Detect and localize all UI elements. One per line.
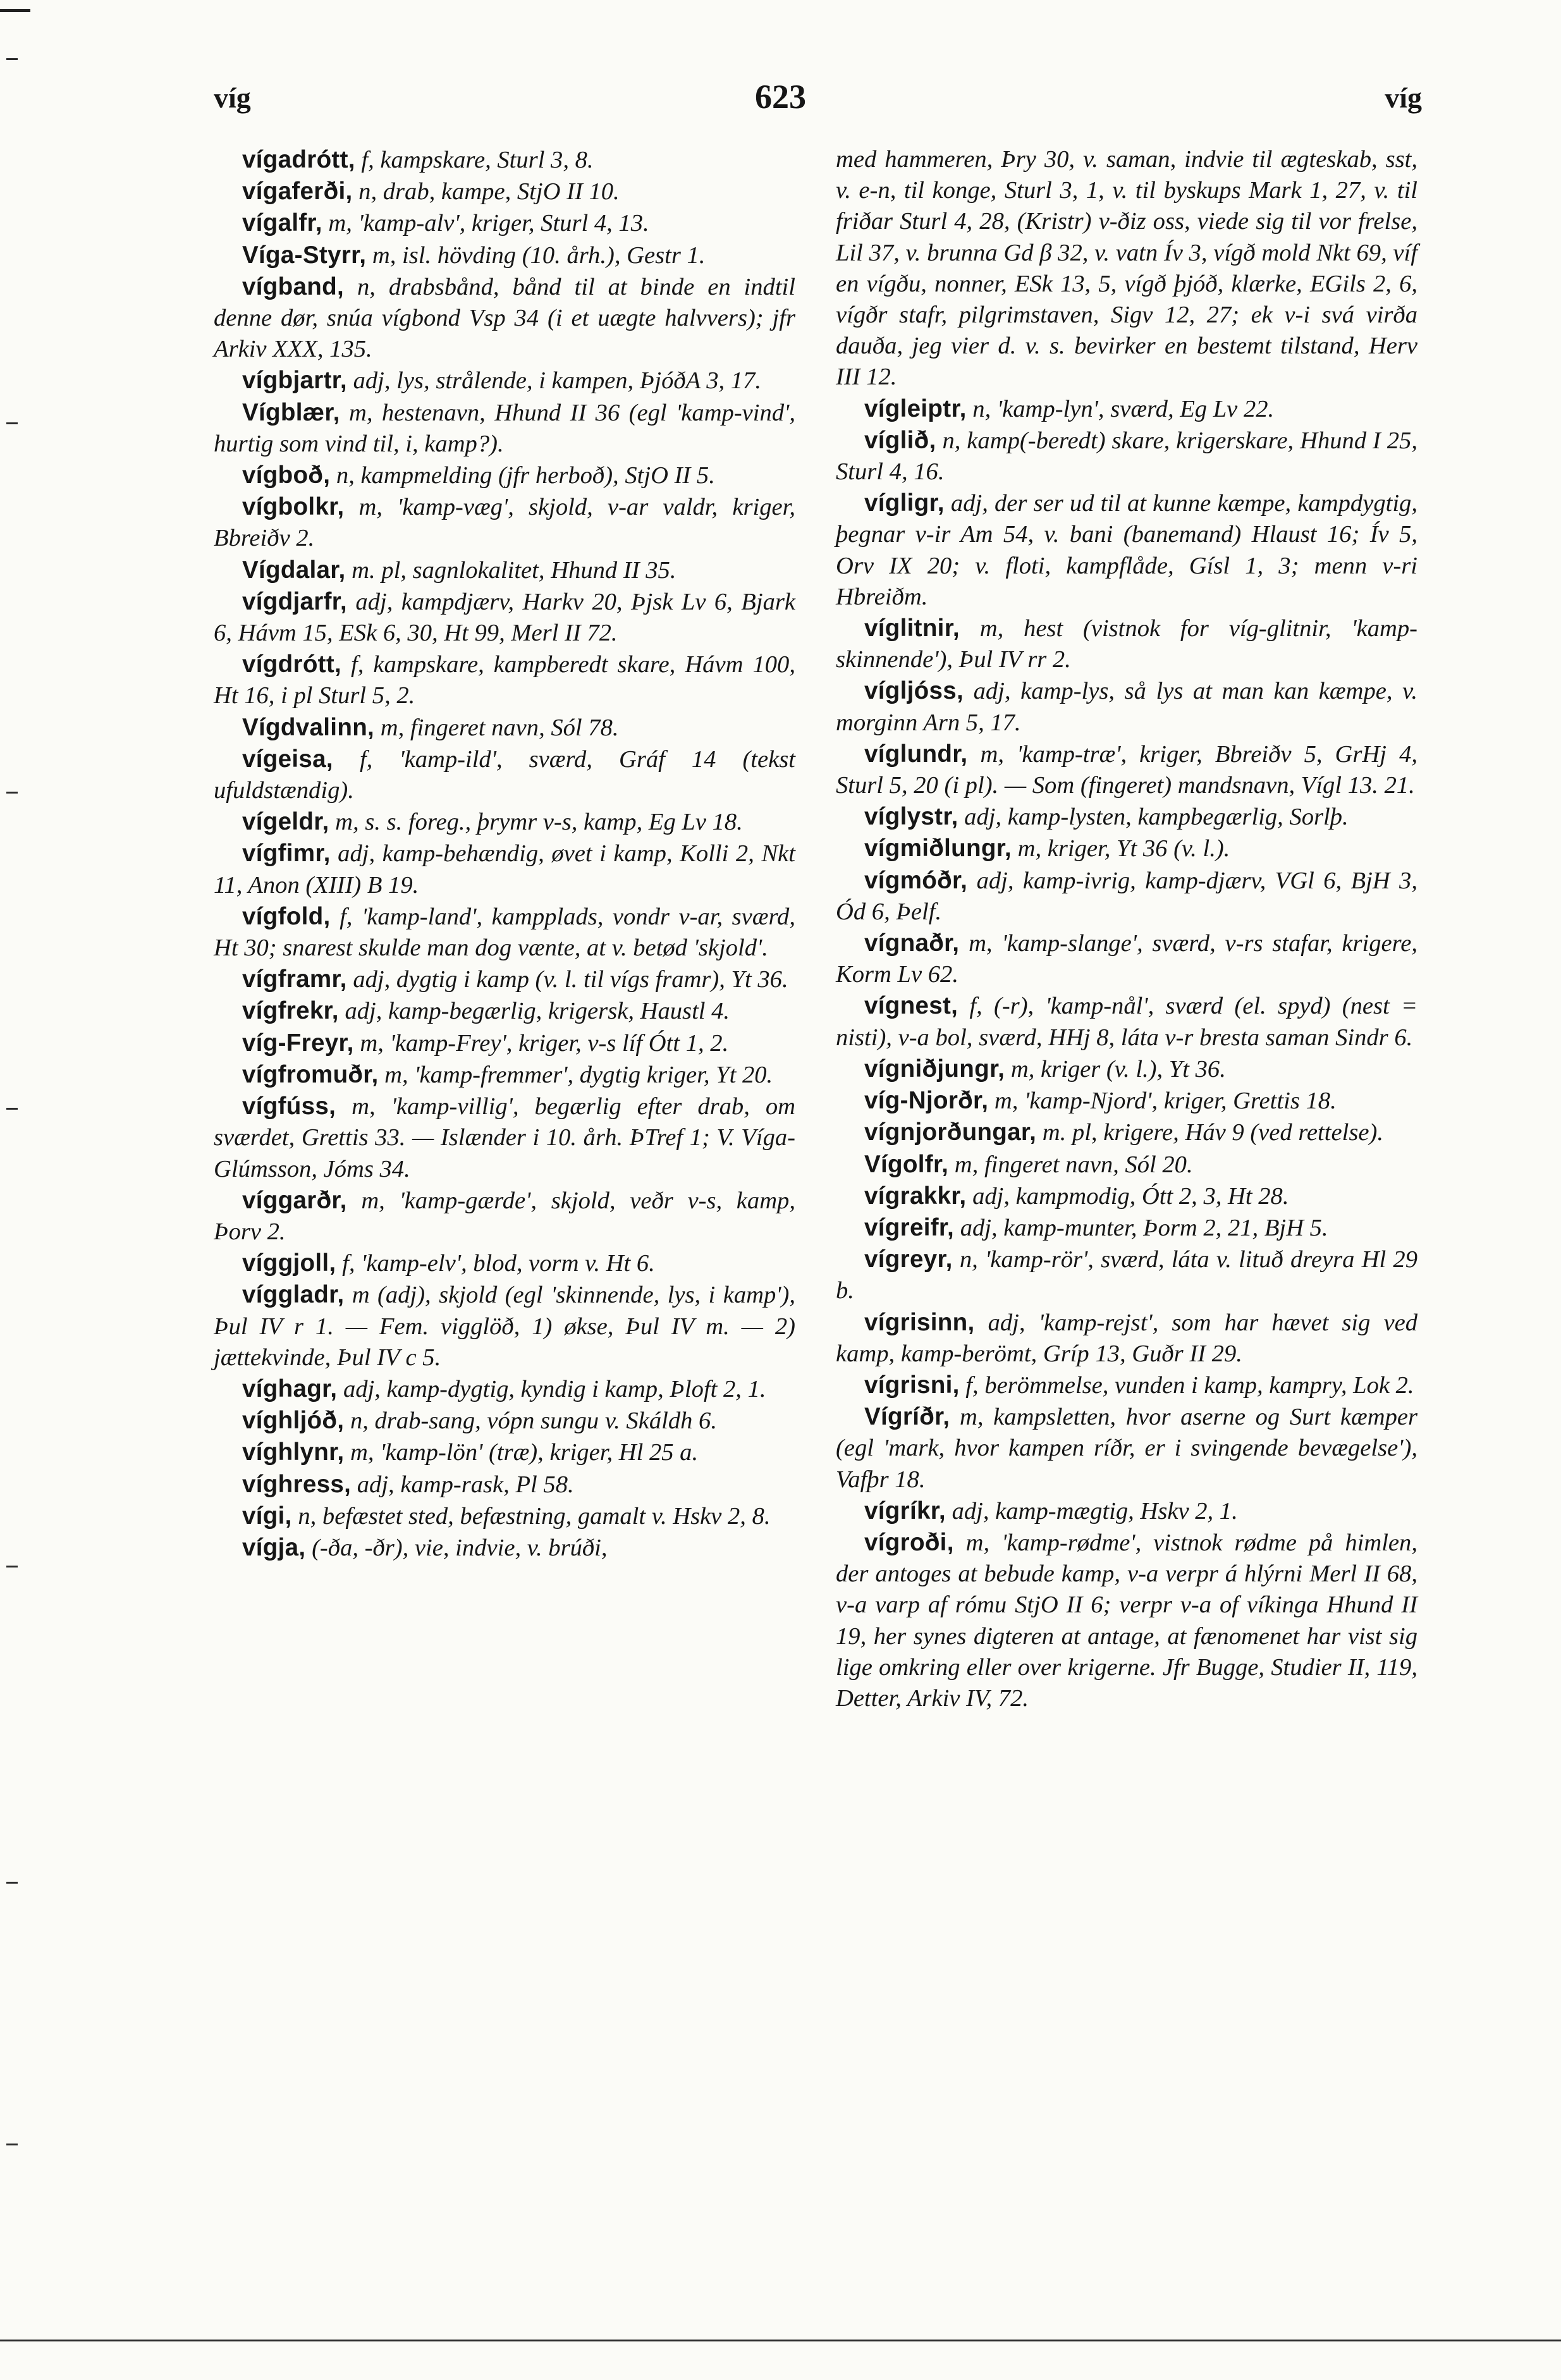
dictionary-entry	[836, 801, 1417, 833]
dictionary-entry	[836, 1212, 1417, 1244]
headword: víghagr,	[242, 1375, 338, 1402]
dictionary-entry	[214, 995, 795, 1027]
definition: n, drab, kampe, StjO II 10.	[352, 178, 620, 205]
headword: vígframr,	[242, 966, 347, 993]
headword: vígbolkr,	[242, 493, 345, 521]
definition: m, 'kamp-alv', kriger, Sturl 4, 13.	[322, 210, 649, 237]
definition: m (adj), skjold (egl 'skinnende, lys, i kamp'), Þul IV r 1. — Fem. vigglöð, 1) økse, Þul IV m. — 2) jættekvinde, Þul IV c 5.	[214, 1282, 795, 1371]
dictionary-entry	[836, 1085, 1417, 1117]
dictionary-entry	[214, 649, 795, 711]
definition: m, hest (vistnok for víg-glitnir, 'kamp-skinnende'), Þul IV rr 2.	[836, 615, 1417, 673]
definition: adj, lys, strålende, i kampen, ÞjóðA 3, 17.	[346, 367, 761, 395]
dictionary-entry	[836, 1181, 1417, 1212]
headword: vígleiptr,	[864, 395, 967, 422]
definition: adj, kamp-dygtig, kyndig i kamp, Þloft 2, 1.	[337, 1375, 766, 1402]
dictionary-entry	[214, 1500, 795, 1532]
edge-mark	[6, 792, 18, 794]
definition: m. pl, sagnlokalitet, Hhund II 35.	[345, 556, 676, 584]
edge-mark	[6, 58, 18, 60]
definition: f, 'kamp-ild', sværd, Gráf 14 (tekst ufuldstændig).	[214, 745, 795, 804]
dictionary-entry	[214, 555, 795, 586]
dictionary-entry	[214, 491, 795, 554]
dictionary-entry	[214, 397, 795, 460]
definition: med hammeren, Þry 30, v. saman, indvie til ægteskab, sst, v. e-n, til konge, Sturl 3, 1, v. til byskups Mark 1, 27, v. til friðar Sturl 4, 28, (Kristr) v-ðiz oss, viede sig til vor frelse, Lil 37, v. brunna Gd β 32, v. vatn Ív 3, vígð mold Nkt 69, víf en vígðu, nonner, ESk 13, 5, vígð þjóð, klærke, EGils 2, 6, vígðr stafr, pilgrimstaven, Sigv 12, 27; ek v-i svá virða dauða, jeg vier d. v. s. bevirker en bestemt tilstand, Herv III 12.	[836, 146, 1417, 391]
headword: víghress,	[242, 1470, 352, 1498]
definition: m, 'kamp-Njord', kriger, Grettis 18.	[988, 1088, 1337, 1115]
definition: m, 'kamp-lön' (træ), kriger, Hl 25 a.	[344, 1439, 699, 1466]
headword: vígfúss,	[242, 1093, 336, 1120]
headword: vígi,	[242, 1502, 292, 1530]
definition: m, kriger (v. l.), Yt 36.	[1005, 1055, 1226, 1083]
definition: n, drabsbånd, bånd til at binde en indtil denne dør, snúa vígbond Vsp 34 (i et uægte halvvers); jfr Arkiv XXX, 135.	[214, 273, 795, 363]
headword: víg-Freyr,	[242, 1029, 354, 1057]
headword: vígeisa,	[242, 745, 333, 773]
headword: Vígdalar,	[242, 556, 346, 584]
dictionary-entry	[836, 1495, 1417, 1527]
dictionary-entry	[214, 1532, 795, 1564]
dictionary-entry	[214, 1248, 795, 1279]
headword: vígband,	[242, 273, 345, 300]
headword: Vígríðr,	[864, 1403, 950, 1431]
edge-mark	[6, 2144, 18, 2145]
dictionary-entry	[836, 990, 1417, 1053]
dictionary-entry	[836, 865, 1417, 928]
definition: n, befæstet sted, befæstning, gamalt v. Hskv 2, 8.	[291, 1502, 771, 1530]
headword: vígniðjungr,	[864, 1055, 1005, 1083]
headword: Víga-Styrr,	[242, 241, 367, 269]
headword: vígnaðr,	[864, 929, 960, 957]
definition: m, isl. hövding (10. årh.), Gestr 1.	[366, 242, 706, 269]
headword: vígreifr,	[864, 1213, 955, 1241]
dictionary-entry	[836, 393, 1417, 425]
dictionary-entry	[214, 144, 795, 176]
headword: vígnjorðungar,	[864, 1119, 1037, 1146]
definition: m, s. s. foreg., þrymr v-s, kamp, Eg Lv 18.	[329, 809, 743, 836]
headword: vígfimr,	[242, 840, 331, 868]
definition: n, drab-sang, vópn sungu v. Skáldh 6.	[344, 1408, 717, 1435]
headword: víggarðr,	[242, 1186, 347, 1214]
definition: adj, kampmodig, Ótt 2, 3, Ht 28.	[966, 1182, 1289, 1210]
headword: vígroði,	[864, 1528, 954, 1556]
definition: n, kampmelding (jfr herboð), StjO II 5.	[330, 462, 715, 489]
headword: vígdrótt,	[242, 651, 341, 678]
definition: adj, kamp-rask, Pl 58.	[351, 1471, 574, 1498]
definition: (-ða, -ðr), vie, indvie, v. brúði,	[305, 1534, 608, 1561]
dictionary-entry	[836, 1244, 1417, 1306]
dictionary-entry	[836, 675, 1417, 738]
definition: adj, 'kamp-rejst', som har hævet sig ved kamp, kamp-berömt, Gríp 13, Guðr II 29.	[836, 1309, 1417, 1367]
definition: m, kriger, Yt 36 (v. l.).	[1011, 835, 1230, 862]
dictionary-entry	[836, 928, 1417, 990]
bottom-rule	[0, 2340, 1561, 2341]
definition: n, kamp(-beredt) skare, krigerskare, Hhund I 25, Sturl 4, 16.	[836, 427, 1417, 486]
headword: vígbjartr,	[242, 367, 347, 395]
headword: víg-Njorðr,	[864, 1087, 989, 1115]
dictionary-entry	[214, 901, 795, 964]
running-head-right: víg	[1385, 82, 1422, 114]
headword: víggjoll,	[242, 1249, 336, 1277]
dictionary-entry	[214, 964, 795, 995]
dictionary-entry	[214, 1027, 795, 1059]
dictionary-entry	[214, 1373, 795, 1405]
dictionary-entry	[836, 488, 1417, 613]
headword: víglitnir,	[864, 615, 960, 642]
definition: adj, kamp-mægtig, Hskv 2, 1.	[945, 1497, 1238, 1524]
definition: f, 'kamp-land', kampplads, vondr v-ar, sværd, Ht 30; snarest skulde man dog vænte, at v. betød 'skjold'.	[214, 903, 795, 962]
dictionary-entry	[214, 586, 795, 649]
headword: vígmóðr,	[864, 866, 968, 894]
page-number: 623	[755, 78, 806, 116]
dictionary-entry	[214, 176, 795, 207]
definition: m, kampsletten, hvor aserne og Surt kæmper (egl 'mark, hvor kampen ríðr, er i svingende bevægelse'), Vafþr 18.	[836, 1404, 1417, 1493]
headword: víghlynr,	[242, 1438, 345, 1466]
headword: vígnest,	[864, 992, 958, 1020]
dictionary-entry	[214, 806, 795, 838]
definition: adj, kamp-ivrig, kamp-djærv, VGl 6, BjH 3, Ód 6, Þelf.	[836, 867, 1417, 925]
dictionary-entry	[836, 833, 1417, 864]
dictionary-entry	[836, 1117, 1417, 1148]
definition: m, fingeret navn, Sól 78.	[374, 714, 619, 741]
headword: vígljóss,	[864, 677, 964, 705]
edge-mark	[6, 422, 18, 424]
definition: m, 'kamp-gærde', skjold, veðr v-s, kamp, Þorv 2.	[214, 1187, 795, 1245]
definition: m, 'kamp-Frey', kriger, v-s líf Ótt 1, 2.	[353, 1029, 729, 1057]
dictionary-entry	[836, 613, 1417, 675]
headword: Vígdvalinn,	[242, 713, 375, 741]
definition: n, 'kamp-lyn', sværd, Eg Lv 22.	[966, 395, 1275, 422]
definition: m, 'kamp-træ', kriger, Bbreiðv 5, GrHj 4, Sturl 5, 20 (i pl). — Som (fingeret) mandsnavn, Vígl 13. 21.	[836, 740, 1417, 799]
dictionary-entry	[836, 1149, 1417, 1181]
headword: vígja,	[242, 1533, 306, 1561]
headword: vígmiðlungr,	[864, 835, 1012, 862]
headword: vígrisni,	[864, 1371, 960, 1399]
headword: vígeldr,	[242, 808, 329, 836]
definition: m, 'kamp-slange', sværd, v-rs stafar, krigere, Korm Lv 62.	[836, 930, 1417, 988]
scan-left-edge	[0, 0, 23, 2380]
headword: vígfromuðr,	[242, 1060, 379, 1088]
dictionary-entry	[214, 1405, 795, 1437]
dictionary-entry	[214, 1091, 795, 1185]
definition: f, kampskare, Sturl 3, 8.	[355, 147, 594, 173]
edge-mark	[6, 1108, 18, 1110]
running-head-left: víg	[214, 82, 251, 114]
headword: vígfrekr,	[242, 997, 339, 1025]
definition: f, 'kamp-elv', blod, vorm v. Ht 6.	[336, 1250, 655, 1277]
definition: f, berömmelse, vunden i kamp, kampry, Lok 2.	[959, 1371, 1414, 1399]
dictionary-entry	[836, 1401, 1417, 1495]
definition: m, fingeret navn, Sól 20.	[948, 1151, 1193, 1178]
left-column	[214, 144, 795, 1564]
right-column	[836, 144, 1417, 1714]
headword: vígligr,	[864, 489, 945, 517]
definition: adj, kamp-munter, Þorm 2, 21, BjH 5.	[954, 1214, 1328, 1241]
dictionary-entry	[214, 207, 795, 239]
headword: vígrakkr,	[864, 1182, 967, 1210]
dictionary-entry	[836, 1307, 1417, 1370]
definition: adj, der ser ud til at kunne kæmpe, kampdygtig, þegnar v-ir Am 54, v. bani (banemand) Hlaust 16; Ív 5, Orv IX 20; v. floti, kampflåde, Gísl 1, 3; menn v-ri Hbreiðm.	[836, 490, 1417, 610]
definition: adj, kamp-begærlig, krigersk, Haustl 4.	[338, 998, 730, 1025]
dictionary-entry	[214, 1059, 795, 1091]
headword: víglið,	[864, 426, 936, 454]
definition: f, kampskare, kampberedt skare, Hávm 100, Ht 16, i pl Sturl 5, 2.	[214, 651, 795, 709]
dictionary-entry	[214, 1469, 795, 1500]
dictionary-entry	[214, 1437, 795, 1468]
definition: adj, kamp-lys, så lys at man kan kæmpe, v. morginn Arn 5, 17.	[836, 678, 1417, 736]
headword: vígboð,	[242, 462, 331, 489]
definition: m, 'kamp-rødme', vistnok rødme på himlen, der antoges at bebude kamp, v-a verpr á hlýrni Merl II 68, v-a varp af rómu StjO II 6; verpr v-a of víkinga Hhund II 19, her synes digteren at antage, at fænomenet har vist sig lige omkring eller over krigerne. Jfr Bugge, Studier II, 119, Detter, Arkiv IV, 72.	[836, 1529, 1417, 1712]
definition: m. pl, krigere, Háv 9 (ved rettelse).	[1036, 1119, 1383, 1146]
dictionary-entry	[836, 739, 1417, 801]
definition: m, 'kamp-væg', skjold, v-ar valdr, kriger, Bbreiðv 2.	[214, 494, 795, 552]
dictionary-entry	[214, 240, 795, 271]
definition: adj, kampdjærv, Harkv 20, Þjsk Lv 6, Bjark 6, Hávm 15, ESk 6, 30, Ht 99, Merl II 72.	[214, 588, 795, 647]
definition: f, (-r), 'kamp-nål', sværd (el. spyd) (nest = nisti), v-a bol, sværd, HHj 8, láta v-r bresta saman Sindr 6.	[836, 993, 1417, 1051]
definition: m, 'kamp-fremmer', dygtig kriger, Yt 20.	[378, 1061, 773, 1088]
dictionary-entry	[214, 838, 795, 900]
definition: adj, kamp-lysten, kampbegærlig, Sorlþ.	[958, 804, 1349, 831]
headword: vígríkr,	[864, 1497, 946, 1524]
headword: vígadrótt,	[242, 146, 355, 173]
dictionary-entry	[836, 1527, 1417, 1714]
headword: Vígolfr,	[864, 1150, 949, 1178]
dictionary-entry	[214, 271, 795, 365]
headword: vígaferði,	[242, 178, 353, 205]
dictionary-entry	[836, 144, 1417, 393]
dictionary-entry	[836, 1053, 1417, 1085]
dictionary-entry	[214, 1279, 795, 1373]
headword: víglundr,	[864, 740, 968, 768]
headword: víggladr,	[242, 1281, 345, 1309]
definition: n, 'kamp-rör', sværd, láta v. lituð dreyra Hl 29 b.	[836, 1246, 1417, 1304]
dictionary-entry	[214, 460, 795, 491]
dictionary-entry	[214, 744, 795, 806]
definition: adj, dygtig i kamp (v. l. til vígs framr), Yt 36.	[346, 966, 788, 993]
headword: vígfold,	[242, 902, 331, 930]
headword: vígreyr,	[864, 1246, 953, 1273]
definition: m, hestenavn, Hhund II 36 (egl 'kamp-vind', hurtig som vind til, i, kamp?).	[214, 399, 795, 457]
dictionary-entry	[836, 1370, 1417, 1401]
edge-mark	[6, 1566, 18, 1567]
definition: adj, kamp-behændig, øvet i kamp, Kolli 2, Nkt 11, Anon (XIII) B 19.	[214, 840, 795, 899]
headword: víghljóð,	[242, 1407, 345, 1435]
edge-mark	[6, 1882, 18, 1884]
headword: vígrisinn,	[864, 1308, 975, 1336]
headword: vígdjarfr,	[242, 587, 347, 615]
dictionary-entry	[214, 1185, 795, 1248]
dictionary-entry	[836, 425, 1417, 488]
dictionary-entry	[214, 365, 795, 396]
headword: Vígblær,	[242, 398, 340, 426]
definition: m, 'kamp-villig', begærlig efter drab, om sværdet, Grettis 33. — Islænder i 10. årh. ÞTref 1; V. Víga-Glúmsson, Jóms 34.	[214, 1093, 795, 1182]
headword: vígalfr,	[242, 209, 322, 237]
headword: víglystr,	[864, 803, 958, 831]
dictionary-entry	[214, 712, 795, 744]
